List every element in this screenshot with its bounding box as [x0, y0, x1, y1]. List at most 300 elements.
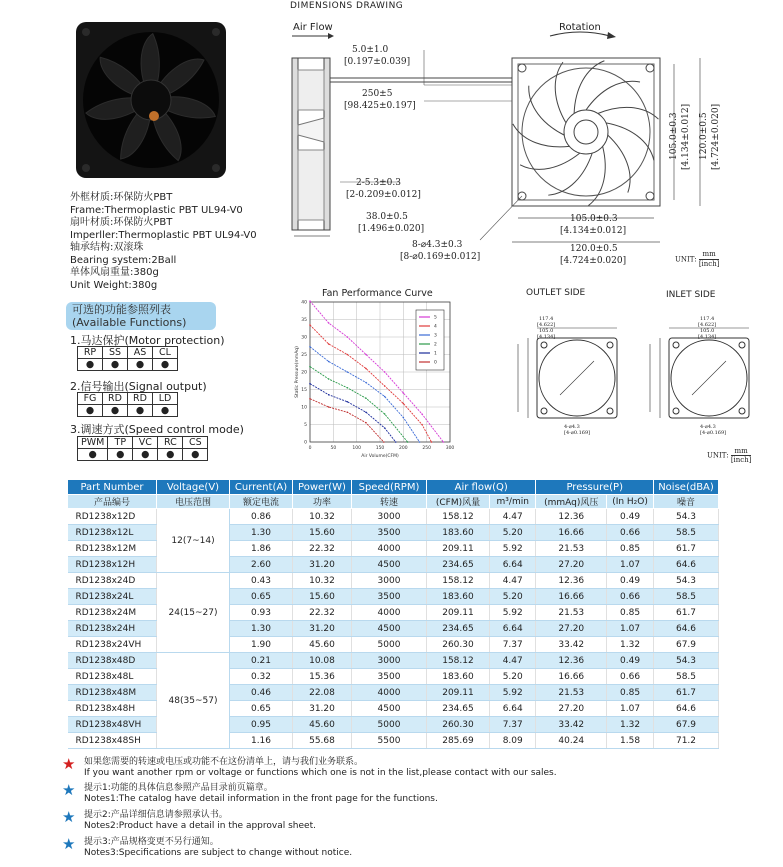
opt-dot: ● [183, 449, 208, 461]
cell-cfm: 209.11 [427, 541, 490, 557]
series-point [347, 371, 349, 373]
series-point [328, 322, 330, 324]
cell-part-number: RD1238x48SH [68, 733, 157, 749]
unit-legend: UNIT: mm [inch] [675, 250, 720, 268]
series-point [365, 397, 367, 399]
cell-cfm: 234.65 [427, 557, 490, 573]
cell-m3: 4.47 [489, 653, 535, 669]
performance-chart [292, 298, 464, 468]
cell-part-number: RD1238x24VH [68, 637, 157, 653]
series-point [419, 441, 421, 443]
cell-m3: 5.92 [489, 605, 535, 621]
cell-inh2o: 1.07 [607, 557, 654, 573]
cell-m3: 5.92 [489, 541, 535, 557]
cell-inh2o: 0.66 [607, 589, 654, 605]
cell-speed: 3000 [352, 509, 427, 525]
cell-inh2o: 1.32 [607, 717, 654, 733]
series-point [309, 346, 311, 348]
opt-dot: ● [78, 405, 103, 417]
cell-cfm: 158.12 [427, 509, 490, 525]
inlet-dims: 117.4 [4.622] 105.0 [4.134] [698, 316, 717, 340]
cell-cfm: 234.65 [427, 621, 490, 637]
cell-part-number: RD1238x24M [68, 605, 157, 621]
cell-part-number: RD1238x48VH [68, 717, 157, 733]
cell-voltage-range: 48(35~57) [157, 653, 230, 749]
legend-label: 4 [434, 324, 437, 330]
series-point [403, 403, 405, 405]
cell-part-number: RD1238x48M [68, 685, 157, 701]
series-line [310, 399, 384, 442]
legend-label: 2 [434, 342, 437, 348]
sub-m3: m³/min [489, 495, 535, 509]
header-pressure: Pressure(P) [536, 480, 654, 495]
cell-cfm: 183.60 [427, 589, 490, 605]
cell-speed: 3000 [352, 573, 427, 589]
opt-fg: FG [78, 393, 103, 405]
series-point [384, 427, 386, 429]
dim-cable-length: 250±5 [98.425±0.197] [344, 89, 416, 111]
header-part-number: Part Number [68, 480, 157, 495]
series-point [309, 300, 311, 302]
cell-power: 45.60 [293, 637, 352, 653]
series-point [384, 385, 386, 387]
header-noise: Noise(dBA) [654, 480, 719, 495]
series-line [310, 347, 420, 442]
x-tick-label: 50 [330, 446, 337, 451]
opt-dot: ● [78, 449, 108, 461]
cell-noise: 64.6 [654, 621, 719, 637]
series-point [309, 383, 311, 385]
sub-mmaq: (mmAq)风压 [536, 495, 607, 509]
cell-cfm: 183.60 [427, 525, 490, 541]
dim-screw: 2-5.3±0.3 [2-0.209±0.012] [346, 178, 421, 200]
sub-noise: 噪音 [654, 495, 719, 509]
cell-m3: 8.09 [489, 733, 535, 749]
cell-power: 31.20 [293, 701, 352, 717]
cell-voltage-range: 24(15~27) [157, 573, 230, 653]
cell-noise: 67.9 [654, 717, 719, 733]
series-point [384, 413, 386, 415]
cell-current: 0.32 [230, 669, 293, 685]
series-point [365, 382, 367, 384]
series-point [328, 378, 330, 380]
dim-holes: 8-⌀4.3±0.3 [8-⌀0.169±0.012] [400, 240, 481, 262]
cell-current: 0.21 [230, 653, 293, 669]
series-point [421, 413, 423, 415]
dim-v-pitch: 105.0±0.3 [4.134±0.012] [669, 103, 691, 170]
opt-dot: ● [128, 405, 153, 417]
cell-part-number: RD1238x24D [68, 573, 157, 589]
series-point [431, 441, 433, 443]
inlet-title: INLET SIDE [666, 290, 716, 300]
cell-inh2o: 0.66 [607, 525, 654, 541]
cell-speed: 5000 [352, 717, 427, 733]
cell-mmaq: 21.53 [536, 605, 607, 621]
cell-part-number: RD1238x12H [68, 557, 157, 573]
cell-part-number: RD1238x12L [68, 525, 157, 541]
cell-mmaq: 12.36 [536, 573, 607, 589]
cell-power: 22.08 [293, 685, 352, 701]
series-point [328, 394, 330, 396]
cell-noise: 61.7 [654, 541, 719, 557]
cell-current: 1.16 [230, 733, 293, 749]
series-line [310, 384, 396, 442]
sub-current: 额定电流 [230, 495, 293, 509]
cell-mmaq: 16.66 [536, 589, 607, 605]
cell-noise: 71.2 [654, 733, 719, 749]
cell-cfm: 260.30 [427, 637, 490, 653]
cell-power: 10.32 [293, 573, 352, 589]
cell-inh2o: 1.07 [607, 621, 654, 637]
cell-cfm: 234.65 [427, 701, 490, 717]
cell-noise: 61.7 [654, 605, 719, 621]
y-tick-label: 40 [301, 300, 307, 306]
opt-rd-inverted: $\overline{RD}$ [128, 393, 153, 405]
table-row [68, 573, 719, 589]
y-tick-label: 20 [301, 370, 307, 376]
cell-speed: 3000 [352, 653, 427, 669]
cell-current: 1.30 [230, 525, 293, 541]
cell-mmaq: 16.66 [536, 669, 607, 685]
header-airflow: Air flow(Q) [427, 480, 536, 495]
cell-part-number: RD1238x12D [68, 509, 157, 525]
opt-rc: RC [158, 437, 183, 449]
opt-vc: VC [133, 437, 158, 449]
chart-title: Fan Performance Curve [322, 288, 433, 299]
series-point [347, 354, 349, 356]
cell-inh2o: 0.49 [607, 509, 654, 525]
spec-line: 单体风扇重量:380g [70, 267, 159, 278]
cell-part-number: RD1238x24L [68, 589, 157, 605]
series-point [383, 441, 385, 443]
note-1: ★ 提示1:功能的具体信息参照产品目录前页篇章。 Notes1:The catalog have detail information in the front page for the functions. [62, 783, 742, 810]
speed-control-title: 3.调速方式(Speed control mode) [70, 423, 244, 436]
cell-cfm: 260.30 [427, 717, 490, 733]
opt-dot: ● [153, 405, 178, 417]
cell-inh2o: 0.85 [607, 685, 654, 701]
cell-mmaq: 12.36 [536, 653, 607, 669]
y-tick-label: 35 [301, 318, 307, 323]
star-icon: ★ [62, 808, 76, 826]
opt-cs: CS [183, 437, 208, 449]
spec-line: Imperller:Thermoplastic PBT UL94-V0 [70, 229, 257, 241]
sub-speed: 转速 [352, 495, 427, 509]
star-icon: ★ [62, 755, 76, 773]
opt-dot: ● [103, 405, 128, 417]
note-3: ★ 提示3:产品规格变更不另行通知。 Notes3:Specifications are subject to change without notice. [62, 837, 742, 863]
sub-inh2o: (In H₂O) [607, 495, 654, 509]
rotation-label: Rotation [559, 22, 601, 33]
x-tick-label: 200 [399, 446, 408, 451]
sub-voltage: 电压范围 [157, 495, 230, 509]
cell-mmaq: 33.42 [536, 717, 607, 733]
cell-power: 22.32 [293, 605, 352, 621]
series-point [395, 441, 397, 443]
opt-dot: ● [153, 359, 178, 371]
inlet-view [632, 300, 762, 440]
sub-power: 功率 [293, 495, 352, 509]
cell-current: 0.86 [230, 509, 293, 525]
cell-cfm: 158.12 [427, 573, 490, 589]
cell-mmaq: 21.53 [536, 541, 607, 557]
cell-inh2o: 0.85 [607, 605, 654, 621]
inlet-holes: 4-⌀4.3 [4-⌀0.169] [700, 424, 727, 436]
dim-thickness: 38.0±0.5 [1.496±0.020] [358, 212, 425, 234]
x-tick-label: 150 [375, 446, 385, 451]
legend-label: 3 [434, 333, 437, 339]
header-speed: Speed(RPM) [352, 480, 427, 495]
dim-v-height: 120.0±0.5 [4.724±0.020] [699, 103, 721, 170]
cell-power: 15.60 [293, 589, 352, 605]
cell-current: 0.43 [230, 573, 293, 589]
series-point [384, 396, 386, 398]
cell-current: 1.86 [230, 541, 293, 557]
cell-m3: 6.64 [489, 621, 535, 637]
cell-power: 10.08 [293, 653, 352, 669]
y-tick-label: 5 [304, 423, 307, 428]
spec-line: 扇叶材质:环保防火PBT [70, 217, 173, 228]
cell-power: 22.32 [293, 541, 352, 557]
series-point [347, 401, 349, 403]
cell-current: 1.30 [230, 621, 293, 637]
cell-inh2o: 1.32 [607, 637, 654, 653]
speed-control-table [77, 436, 208, 461]
cell-m3: 4.47 [489, 573, 535, 589]
sub-cfm: (CFM)风量 [427, 495, 490, 509]
y-tick-label: 0 [304, 440, 307, 446]
cell-cfm: 209.11 [427, 685, 490, 701]
note-2: ★ 提示2:产品详细信息请参照承认书。 Notes2:Product have a detail in the approval sheet. [62, 810, 742, 837]
opt-ld: LD [153, 393, 178, 405]
legend-label: 5 [434, 315, 437, 321]
cell-noise: 64.6 [654, 557, 719, 573]
opt-pwm: PWM [78, 437, 108, 449]
opt-dot: ● [78, 359, 103, 371]
opt-dot: ● [158, 449, 183, 461]
cell-current: 0.95 [230, 717, 293, 733]
cell-noise: 61.7 [654, 685, 719, 701]
series-point [347, 387, 349, 389]
dim-cable-offset: 5.0±1.0 [0.197±0.039] [344, 45, 411, 67]
opt-rp: RP [78, 347, 103, 359]
cell-speed: 4000 [352, 605, 427, 621]
series-point [328, 343, 330, 345]
cell-inh2o: 0.49 [607, 653, 654, 669]
cell-m3: 6.64 [489, 701, 535, 717]
dim-width: 120.0±0.5 [4.724±0.020] [560, 244, 627, 266]
y-tick-label: 15 [301, 388, 307, 393]
opt-dot: ● [108, 449, 133, 461]
header-power: Power(W) [293, 480, 352, 495]
cell-speed: 3500 [352, 669, 427, 685]
cell-cfm: 209.11 [427, 605, 490, 621]
cell-speed: 4000 [352, 685, 427, 701]
star-icon: ★ [62, 781, 76, 799]
cell-current: 0.46 [230, 685, 293, 701]
cell-m3: 5.20 [489, 589, 535, 605]
outlet-title: OUTLET SIDE [526, 288, 586, 298]
cell-noise: 67.9 [654, 637, 719, 653]
series-point [328, 361, 330, 363]
cell-inh2o: 0.49 [607, 573, 654, 589]
opt-rd: RD [103, 393, 128, 405]
cell-mmaq: 21.53 [536, 685, 607, 701]
series-point [309, 366, 311, 368]
series-point [347, 336, 349, 338]
star-icon: ★ [62, 835, 76, 853]
outlet-holes: 4-⌀4.3 [4-⌀0.169] [564, 424, 591, 436]
header-current: Current(A) [230, 480, 293, 495]
sub-part-number: 产品编号 [68, 495, 157, 509]
series-point [384, 371, 386, 373]
x-tick-label: 300 [445, 446, 455, 451]
cell-speed: 3500 [352, 525, 427, 541]
cell-cfm: 183.60 [427, 669, 490, 685]
cell-mmaq: 27.20 [536, 701, 607, 717]
cell-power: 31.20 [293, 557, 352, 573]
note-0: ★ 如果您需要的转速或电压或功能不在这份清单上，请与我们业务联系。 If you want another rpm or voltage or functions which one is not in the list,please contact with our sales. [62, 757, 742, 783]
cell-speed: 4000 [352, 541, 427, 557]
cell-current: 1.90 [230, 637, 293, 653]
cell-current: 0.65 [230, 589, 293, 605]
table-row [68, 653, 719, 669]
series-point [365, 422, 367, 424]
cell-current: 0.65 [230, 701, 293, 717]
cell-speed: 3500 [352, 589, 427, 605]
y-tick-label: 30 [301, 335, 307, 341]
cell-mmaq: 12.36 [536, 509, 607, 525]
cell-m3: 6.64 [489, 557, 535, 573]
spec-line: 轴承结构:双滚珠 [70, 242, 144, 253]
spec-line: Bearing system:2Ball [70, 254, 177, 266]
drawing-title: DIMENSIONS DRAWING [290, 1, 404, 11]
cell-speed: 4500 [352, 621, 427, 637]
opt-ss: SS [103, 347, 128, 359]
series-point [421, 424, 423, 426]
cell-inh2o: 0.85 [607, 541, 654, 557]
series-point [443, 441, 445, 443]
cell-m3: 7.37 [489, 637, 535, 653]
cell-m3: 5.92 [489, 685, 535, 701]
motor-protection-title: 1.马达保护(Motor protection) [70, 334, 225, 347]
cell-cfm: 158.12 [427, 653, 490, 669]
cell-m3: 5.20 [489, 525, 535, 541]
series-point [347, 411, 349, 413]
cell-mmaq: 16.66 [536, 525, 607, 541]
motor-protection-table [77, 346, 178, 371]
spec-table [67, 479, 719, 749]
air-flow-label: Air Flow [293, 22, 333, 33]
series-point [328, 406, 330, 408]
legend-label: 1 [434, 351, 437, 357]
cell-voltage-range: 12(7~14) [157, 509, 230, 573]
opt-dot: ● [103, 359, 128, 371]
series-point [309, 398, 311, 400]
unit-legend-2: UNIT: mm [inch] [707, 447, 752, 464]
notes [62, 757, 742, 863]
signal-output-title: 2.信号输出(Signal output) [70, 380, 207, 393]
series-point [309, 324, 311, 326]
fan-photo [74, 20, 228, 180]
dim-hole-pitch: 105.0±0.3 [4.134±0.012] [560, 214, 627, 236]
cell-speed: 5000 [352, 637, 427, 653]
legend-box [416, 310, 444, 370]
cell-mmaq: 33.42 [536, 637, 607, 653]
outlet-view [500, 300, 630, 440]
cell-power: 15.36 [293, 669, 352, 685]
series-point [365, 411, 367, 413]
cell-inh2o: 1.07 [607, 701, 654, 717]
spec-line: 外框材质:环保防火PBT [70, 192, 173, 203]
signal-output-table [77, 392, 178, 417]
series-point [403, 392, 405, 394]
cell-power: 55.68 [293, 733, 352, 749]
cell-noise: 58.5 [654, 525, 719, 541]
cell-mmaq: 27.20 [536, 557, 607, 573]
cell-power: 15.60 [293, 525, 352, 541]
cell-power: 10.32 [293, 509, 352, 525]
cell-noise: 54.3 [654, 509, 719, 525]
cell-part-number: RD1238x48H [68, 701, 157, 717]
spec-line: Frame:Thermoplastic PBT UL94-V0 [70, 204, 243, 216]
x-tick-label: 250 [422, 446, 431, 451]
cell-inh2o: 1.58 [607, 733, 654, 749]
cell-noise: 58.5 [654, 669, 719, 685]
cell-part-number: RD1238x48D [68, 653, 157, 669]
cell-current: 2.60 [230, 557, 293, 573]
y-axis-label: Static Pressure(mmAq) [295, 346, 300, 398]
cell-m3: 4.47 [489, 509, 535, 525]
cell-part-number: RD1238x12M [68, 541, 157, 557]
cell-part-number: RD1238x48L [68, 669, 157, 685]
cell-m3: 7.37 [489, 717, 535, 733]
cell-speed: 4500 [352, 701, 427, 717]
spec-line: Unit Weight:380g [70, 279, 158, 291]
cell-m3: 5.20 [489, 669, 535, 685]
functions-banner: 可选的功能参照列表 (Available Functions) [66, 302, 216, 330]
opt-dot: ● [128, 359, 153, 371]
opt-dot: ● [133, 449, 158, 461]
header-voltage: Voltage(V) [157, 480, 230, 495]
opt-cl: CL [153, 347, 178, 359]
y-tick-label: 25 [301, 353, 307, 358]
outlet-dims: 117.4 [4.622] 105.0 [4.134] [537, 316, 556, 340]
cell-current: 0.93 [230, 605, 293, 621]
cell-cfm: 285.69 [427, 733, 490, 749]
cell-mmaq: 27.20 [536, 621, 607, 637]
cell-speed: 4500 [352, 557, 427, 573]
spec-list [70, 192, 257, 292]
cell-noise: 58.5 [654, 589, 719, 605]
series-point [407, 441, 409, 443]
table-row [68, 509, 719, 525]
cell-part-number: RD1238x24H [68, 621, 157, 637]
cell-inh2o: 0.66 [607, 669, 654, 685]
series-point [365, 354, 367, 356]
y-tick-label: 10 [301, 405, 307, 411]
x-axis-label: Air Volume(CFM) [361, 454, 399, 459]
cell-noise: 64.6 [654, 701, 719, 717]
cell-power: 45.60 [293, 717, 352, 733]
x-tick-label: 0 [308, 446, 312, 451]
series-point [365, 368, 367, 370]
cell-noise: 54.3 [654, 653, 719, 669]
cell-noise: 54.3 [654, 573, 719, 589]
x-tick-label: 100 [352, 446, 361, 451]
cell-speed: 5500 [352, 733, 427, 749]
cell-power: 31.20 [293, 621, 352, 637]
cell-mmaq: 40.24 [536, 733, 607, 749]
